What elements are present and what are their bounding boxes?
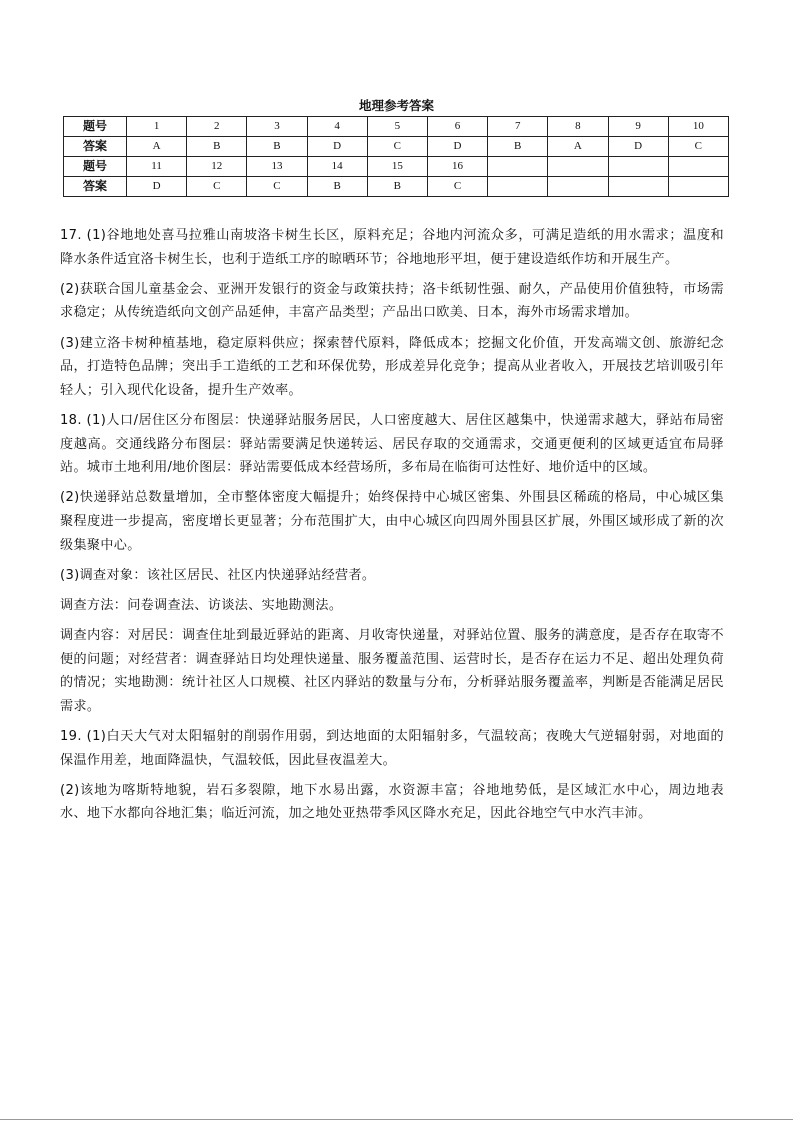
- table-cell: 16: [427, 157, 487, 177]
- row-label-num: 题号: [64, 117, 127, 137]
- table-cell: B: [307, 177, 367, 197]
- table-cell: 6: [427, 117, 487, 137]
- table-cell: 1: [127, 117, 187, 137]
- table-cell: D: [427, 137, 487, 157]
- answer-paragraph: 19. (1)白天大气对太阳辐射的削弱作用弱，到达地面的太阳辐射多，气温较高；夜晚大气逆辐射弱，对地面的保温作用差，地面降温快，气温较低，因此昼夜温差大。: [60, 729, 724, 768]
- table-cell: 14: [307, 157, 367, 177]
- table-cell: [608, 177, 668, 197]
- bottom-divider: [0, 1119, 793, 1120]
- page-title: 地理参考答案: [358, 98, 434, 113]
- table-cell: 15: [367, 157, 427, 177]
- table-cell: C: [187, 177, 247, 197]
- table-row-answers-1: [64, 137, 729, 157]
- table-cell: 5: [367, 117, 427, 137]
- table-cell: [548, 157, 608, 177]
- row-label-ans: 答案: [64, 137, 127, 157]
- answer-paragraph: (2)该地为喀斯特地貌，岩石多裂隙，地下水易出露，水资源丰富；谷地地势低，是区域汇水中心，周边地表水、地下水都向谷地汇集；临近河流，加之地处亚热带季风区降水充足，因此谷地空气中水汽丰沛。: [60, 782, 724, 822]
- answer-paragraph: (3)调查对象：该社区居民、社区内快递驿站经营者。: [60, 567, 376, 583]
- table-cell: 8: [548, 117, 608, 137]
- table-row-answers-2: [64, 177, 729, 197]
- table-cell: 11: [127, 157, 187, 177]
- table-cell: D: [608, 137, 668, 157]
- table-cell: C: [247, 177, 307, 197]
- table-cell: 10: [668, 117, 728, 137]
- table-cell: B: [488, 137, 548, 157]
- table-cell: C: [668, 137, 728, 157]
- table-cell: 7: [488, 117, 548, 137]
- table-cell: D: [307, 137, 367, 157]
- table-cell: [488, 157, 548, 177]
- answer-paragraph: 调查方法：问卷调查法、访谈法、实地勘测法。: [60, 597, 343, 613]
- table-cell: 12: [187, 157, 247, 177]
- answer-paragraph: (3)建立洛卡树种植基地，稳定原料供应；探索替代原料，降低成本；挖掘文化价值，开发高端文创、旅游纪念品，打造特色品牌；突出手工造纸的工艺和环保优势，形成差异化竞争；提高从业者收入，开展技艺培训吸引年轻人；引入现代化设备，提升生产效率。: [60, 335, 724, 398]
- table-cell: D: [127, 177, 187, 197]
- answer-paragraph: 18. (1)人口/居住区分布图层：快递驿站服务居民，人口密度越大、居住区越集中，快递需求越大，驿站布局密度越高。交通线路分布图层：驿站需要满足快递转运、居民存取的交通需求，交通更便利的区域更适宜布局驿站。城市土地利用/地价图层：驿站需要低成本经营场所，多布局在临街可达性好、地价适中的区域。: [60, 412, 724, 476]
- answer-paragraph: 17. (1)谷地地处喜马拉雅山南坡洛卡树生长区，原料充足；谷地内河流众多，可满足造纸的用水需求；温度和降水条件适宜洛卡树生长，也利于造纸工序的晾晒环节；谷地地形平坦，便于建设造纸作坊和开展生产。: [60, 228, 724, 267]
- table-cell: 13: [247, 157, 307, 177]
- table-row-numbers-2: [64, 157, 729, 177]
- table-row-numbers-1: [64, 117, 729, 137]
- table-cell: B: [187, 137, 247, 157]
- table-cell: [488, 177, 548, 197]
- row-label-ans: 答案: [64, 177, 127, 197]
- table-cell: [668, 157, 728, 177]
- table-cell: B: [367, 177, 427, 197]
- table-cell: C: [427, 177, 487, 197]
- table-cell: B: [247, 137, 307, 157]
- table-cell: [608, 157, 668, 177]
- table-cell: [548, 177, 608, 197]
- answer-content: [60, 224, 724, 833]
- answer-table: [63, 116, 729, 197]
- table-cell: 9: [608, 117, 668, 137]
- answer-paragraph: 调查内容：对居民：调查住址到最近驿站的距离、月收寄快递量，对驿站位置、服务的满意度，是否存在取寄不便的问题；对经营者：调查驿站日均处理快递量、服务覆盖范围、运营时长，是否存在运力不足、超出处理负荷的情况；实地勘测：统计社区人口规模、社区内驿站的数量与分布，分析驿站服务覆盖率，判断是否能满足居民需求。: [60, 628, 724, 714]
- table-cell: C: [367, 137, 427, 157]
- table-cell: A: [127, 137, 187, 157]
- table-cell: A: [548, 137, 608, 157]
- table-cell: 2: [187, 117, 247, 137]
- answer-paragraph: (2)快递驿站总数量增加，全市整体密度大幅提升；始终保持中心城区密集、外围县区稀疏的格局，中心城区集聚程度进一步提高，密度增长更显著；分布范围扩大，由中心城区向四周外围县区扩展，外围区域形成了新的次级集聚中心。: [60, 490, 724, 553]
- answer-paragraph: (2)获联合国儿童基金会、亚洲开发银行的资金与政策扶持；洛卡纸韧性强、耐久，产品使用价值独特，市场需求稳定；从传统造纸向文创产品延伸，丰富产品类型；产品出口欧美、日本，海外市场需求增加。: [60, 281, 724, 321]
- table-cell: 3: [247, 117, 307, 137]
- row-label-num: 题号: [64, 157, 127, 177]
- table-cell: [668, 177, 728, 197]
- table-cell: 4: [307, 117, 367, 137]
